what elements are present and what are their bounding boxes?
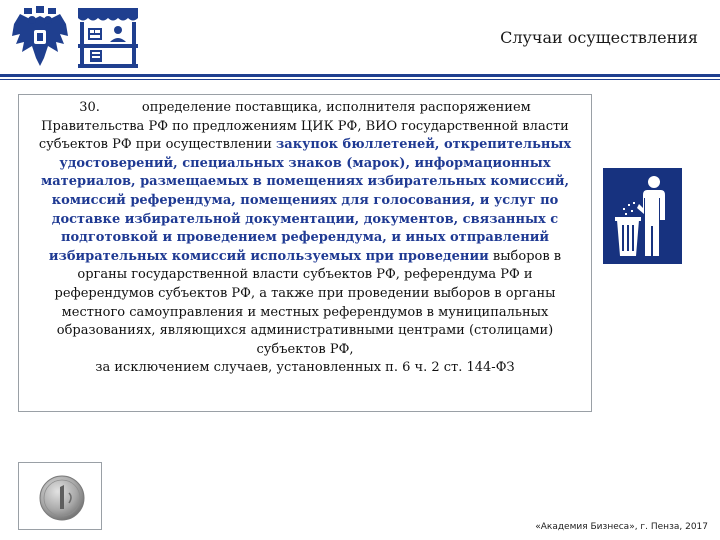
coin-image-frame — [18, 462, 102, 530]
slide-header — [0, 0, 720, 74]
content-paragraph — [29, 99, 581, 359]
rest-text: выборов в органы государственной власти субъектов РФ, референдума РФ и референдумов субъектов РФ, а также при проведении выборов в органы местного самоуправления и местных референдумов в муниципальных образованиях, являющихся административными центрами (столицами) субъектов РФ, — [54, 248, 562, 357]
ruble-coin-icon — [39, 475, 85, 521]
trash-bin-pictogram-icon — [603, 168, 682, 264]
header-divider-thick — [0, 74, 720, 77]
exception-text: за исключением случаев, установленных п. 6 ч. 2 ст. 144-ФЗ — [95, 360, 515, 376]
item-number: 30. — [79, 100, 100, 115]
footer-credit: «Академия Бизнеса», г. Пенза, 2017 — [535, 522, 708, 532]
slide-title: Случаи осуществления — [500, 28, 698, 47]
content-box — [18, 94, 592, 412]
header-divider-thin — [0, 79, 720, 80]
highlighted-text: закупок бюллетеней, открепительных удостоверений, специальных знаков (марок), информационных материалов, размещаемых в помещениях избирательных комиссий, комиссий референдума, помещениях для голосования, и услуг по доставке избирательной документации, документов, связанных с подготовкой и проведением референдума, и иных отправлений избирательных комиссий используемых при проведении — [40, 137, 572, 264]
russian-coat-of-arms-icon — [10, 6, 70, 68]
procurement-kiosk-icon — [76, 6, 140, 70]
intro-text: определение поставщика, исполнителя распоряжением Правительства РФ по предложениям ЦИК РФ, ВИО государственной власти субъектов РФ при осуществлении — [38, 100, 569, 153]
